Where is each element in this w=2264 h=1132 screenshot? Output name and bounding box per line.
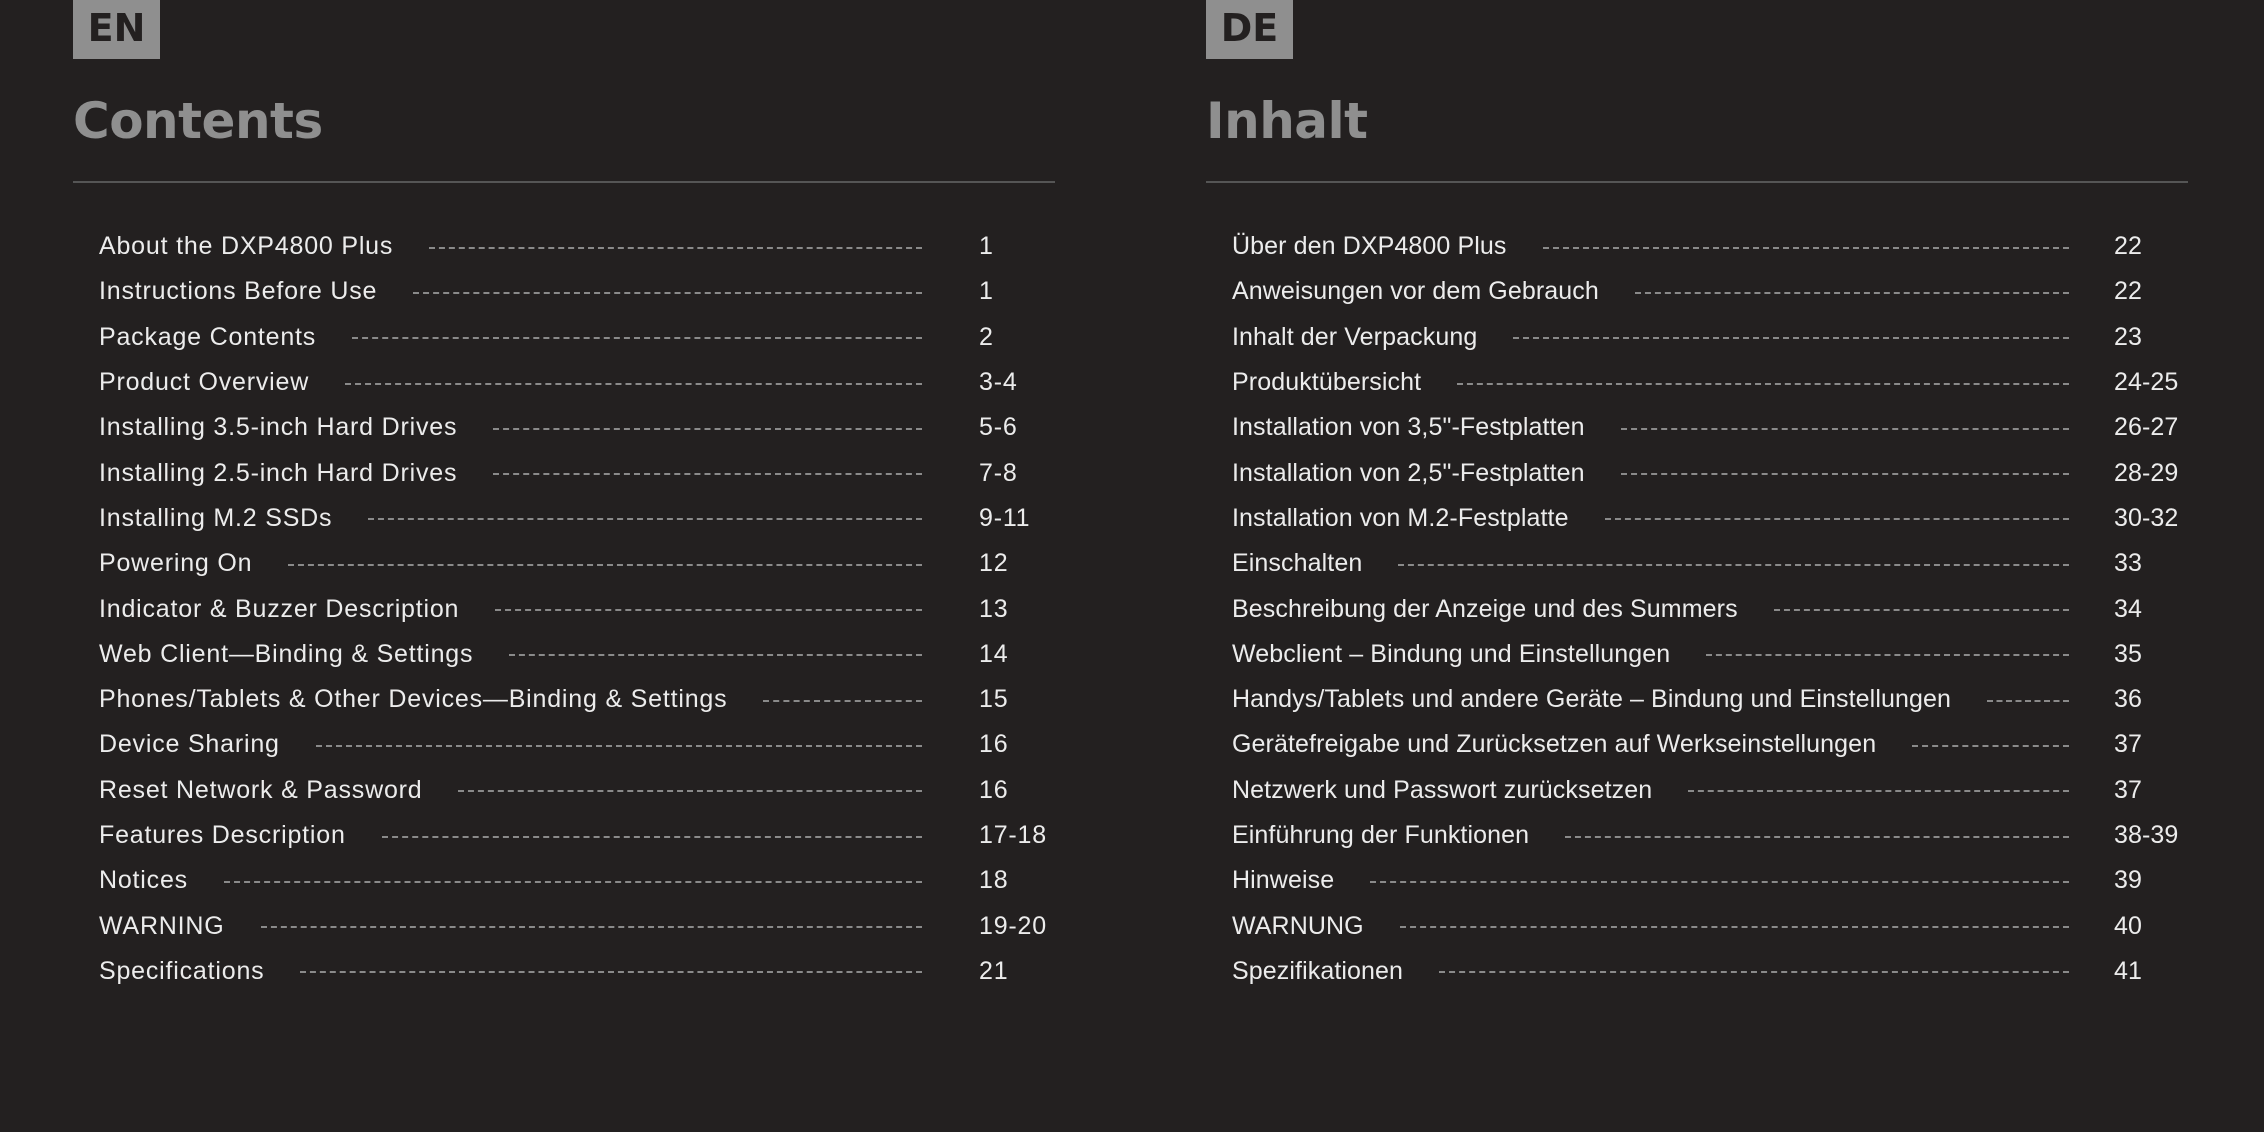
toc-entry[interactable]: [1232, 632, 2188, 677]
toc-entry-page-number: 2: [979, 322, 994, 351]
toc-list: [1232, 224, 2188, 994]
dot-leader: [1912, 745, 2069, 747]
toc-entry-page-number: 40: [2114, 911, 2143, 940]
dot-leader: [316, 745, 922, 747]
dot-leader: [1439, 971, 2069, 973]
toc-entry[interactable]: [99, 768, 1055, 813]
toc-entry[interactable]: [99, 858, 1055, 903]
dot-leader: [1543, 247, 2070, 249]
toc-entry[interactable]: [1232, 405, 2188, 450]
dot-leader: [495, 609, 922, 611]
toc-entry-page-number: 5-6: [979, 413, 1018, 442]
toc-entry[interactable]: [1232, 450, 2188, 495]
dot-leader: [300, 971, 922, 973]
toc-entry-title: Features Description: [99, 821, 346, 849]
toc-entry-page-number: 30-32: [2114, 503, 2179, 532]
dot-leader: [345, 383, 922, 385]
toc-entry[interactable]: [1232, 903, 2188, 948]
dot-leader: [1774, 609, 2069, 611]
toc-entry[interactable]: [1232, 949, 2188, 994]
toc-entry-title: About the DXP4800 Plus: [99, 232, 394, 261]
toc-entry-title: Instructions Before Use: [99, 277, 378, 306]
toc-entry-title: Handys/Tablets und andere Geräte – Bindung und Einstellungen: [1232, 685, 1951, 714]
toc-entry[interactable]: [1232, 858, 2188, 903]
toc-entry-title: Product Overview: [99, 368, 310, 397]
dot-leader: [288, 564, 922, 566]
dot-leader: [224, 881, 922, 883]
dot-leader: [1635, 292, 2069, 294]
toc-entry-title: Installing 3.5-inch Hard Drives: [99, 413, 458, 442]
dot-leader: [1605, 518, 2069, 520]
toc-entry[interactable]: [1232, 224, 2188, 269]
toc-entry[interactable]: [99, 541, 1055, 586]
language-badge: EN: [73, 0, 160, 59]
toc-entry-title: Phones/Tablets & Other Devices—Binding & Settings: [99, 685, 728, 714]
toc-entry[interactable]: [1232, 541, 2188, 586]
dot-leader: [1398, 564, 2069, 566]
toc-entry-title: Indicator & Buzzer Description: [99, 594, 460, 623]
toc-entry[interactable]: [99, 269, 1055, 314]
toc-entry-page-number: 3-4: [979, 368, 1018, 397]
dot-leader: [1621, 473, 2069, 475]
dot-leader: [1987, 700, 2069, 702]
toc-entry[interactable]: [99, 360, 1055, 405]
dot-leader: [261, 926, 923, 928]
toc-entry-page-number: 35: [2114, 639, 2143, 668]
toc-entry-title: WARNUNG: [1232, 911, 1364, 940]
dot-leader: [1513, 337, 2069, 339]
toc-entry[interactable]: [99, 315, 1055, 360]
page-title: Contents: [73, 92, 323, 150]
toc-entry-title: Netzwerk und Passwort zurücksetzen: [1232, 775, 1653, 804]
toc-entry[interactable]: [1232, 677, 2188, 722]
toc-entry[interactable]: [99, 677, 1055, 722]
toc-entry-page-number: 23: [2114, 322, 2143, 351]
toc-entry-title: Installation von 3,5"-Festplatten: [1232, 413, 1585, 442]
toc-entry[interactable]: [99, 949, 1055, 994]
toc-entry[interactable]: [99, 224, 1055, 269]
dot-leader: [1457, 383, 2069, 385]
toc-entry[interactable]: [99, 722, 1055, 767]
toc-entry[interactable]: [1232, 586, 2188, 631]
toc-entry-page-number: 12: [979, 549, 1009, 578]
dot-leader: [429, 247, 922, 249]
toc-entry-page-number: 14: [979, 639, 1009, 668]
toc-entry-page-number: 18: [979, 866, 1009, 895]
toc-entry-title: Inhalt der Verpackung: [1232, 322, 1478, 351]
toc-entry[interactable]: [1232, 813, 2188, 858]
toc-entry[interactable]: [99, 496, 1055, 541]
toc-entry-title: WARNING: [99, 911, 225, 940]
toc-entry-page-number: 19-20: [979, 911, 1047, 940]
dot-leader: [368, 518, 922, 520]
toc-entry[interactable]: [1232, 722, 2188, 767]
toc-list: [99, 224, 1055, 994]
dot-leader: [493, 428, 922, 430]
toc-entry-page-number: 28-29: [2114, 458, 2179, 487]
toc-entry-title: Device Sharing: [99, 730, 280, 759]
toc-entry-title: Webclient – Bindung und Einstellungen: [1232, 639, 1671, 668]
toc-entry-title: Notices: [99, 866, 188, 895]
dot-leader: [413, 292, 922, 294]
toc-entry-page-number: 24-25: [2114, 368, 2179, 397]
toc-entry-page-number: 15: [979, 685, 1009, 714]
toc-entry-title: Anweisungen vor dem Gebrauch: [1232, 277, 1599, 306]
toc-entry-page-number: 37: [2114, 730, 2143, 759]
toc-entry-title: Powering On: [99, 549, 253, 578]
toc-entry-page-number: 22: [2114, 277, 2143, 306]
toc-entry-title: Beschreibung der Anzeige und des Summers: [1232, 594, 1738, 623]
toc-entry-page-number: 33: [2114, 549, 2143, 578]
toc-entry-title: Installation von M.2-Festplatte: [1232, 503, 1569, 532]
toc-entry-page-number: 16: [979, 730, 1009, 759]
toc-entry-title: Reset Network & Password: [99, 775, 423, 804]
dot-leader: [1706, 654, 2069, 656]
dot-leader: [1370, 881, 2069, 883]
dot-leader: [493, 473, 922, 475]
toc-entry-page-number: 21: [979, 956, 1009, 985]
dot-leader: [458, 790, 922, 792]
toc-entry[interactable]: [99, 813, 1055, 858]
toc-entry-page-number: 41: [2114, 956, 2143, 985]
dot-leader: [1621, 428, 2069, 430]
toc-entry-page-number: 7-8: [979, 458, 1018, 487]
toc-entry-page-number: 39: [2114, 866, 2143, 895]
toc-entry-title: Specifications: [99, 956, 265, 985]
toc-entry-page-number: 26-27: [2114, 413, 2179, 442]
toc-entry-page-number: 13: [979, 594, 1009, 623]
toc-entry-title: Hinweise: [1232, 866, 1335, 895]
toc-entry-page-number: 37: [2114, 775, 2143, 804]
divider: [1206, 181, 2188, 183]
toc-entry-title: Web Client—Binding & Settings: [99, 639, 474, 668]
toc-entry[interactable]: [99, 405, 1055, 450]
dot-leader: [382, 836, 922, 838]
dot-leader: [509, 654, 922, 656]
toc-entry-page-number: 36: [2114, 685, 2143, 714]
dot-leader: [1565, 836, 2069, 838]
toc-entry[interactable]: [1232, 496, 2188, 541]
toc-entry-page-number: 9-11: [979, 503, 1031, 532]
toc-entry-title: Package Contents: [99, 322, 317, 351]
dot-leader: [352, 337, 922, 339]
toc-entry-title: Gerätefreigabe und Zurücksetzen auf Werkseinstellungen: [1232, 730, 1877, 759]
toc-entry-title: Einführung der Funktionen: [1232, 821, 1530, 849]
divider: [73, 181, 1055, 183]
toc-entry[interactable]: [1232, 360, 2188, 405]
toc-entry-page-number: 22: [2114, 232, 2143, 261]
page-title: Inhalt: [1206, 92, 1368, 150]
toc-entry[interactable]: [1232, 768, 2188, 813]
toc-entry-title: Spezifikationen: [1232, 956, 1404, 985]
toc-entry-page-number: 1: [979, 277, 994, 306]
toc-entry-page-number: 1: [979, 232, 994, 261]
dot-leader: [763, 700, 922, 702]
toc-entry-page-number: 34: [2114, 594, 2143, 623]
toc-entry[interactable]: [99, 586, 1055, 631]
toc-entry-page-number: 17-18: [979, 821, 1047, 849]
toc-entry-title: Über den DXP4800 Plus: [1232, 232, 1507, 261]
toc-entry[interactable]: [99, 450, 1055, 495]
toc-entry-page-number: 16: [979, 775, 1009, 804]
toc-entry[interactable]: [99, 632, 1055, 677]
toc-entry[interactable]: [99, 903, 1055, 948]
toc-entry-title: Installation von 2,5"-Festplatten: [1232, 458, 1585, 487]
dot-leader: [1688, 790, 2069, 792]
toc-entry-title: Installing M.2 SSDs: [99, 503, 333, 532]
toc-entry-title: Produktübersicht: [1232, 368, 1422, 397]
language-badge: DE: [1206, 0, 1293, 59]
toc-entry-title: Installing 2.5-inch Hard Drives: [99, 458, 458, 487]
toc-entry-page-number: 38-39: [2114, 821, 2179, 849]
toc-entry-title: Einschalten: [1232, 549, 1363, 578]
dot-leader: [1400, 926, 2069, 928]
toc-entry[interactable]: [1232, 269, 2188, 314]
toc-entry[interactable]: [1232, 315, 2188, 360]
